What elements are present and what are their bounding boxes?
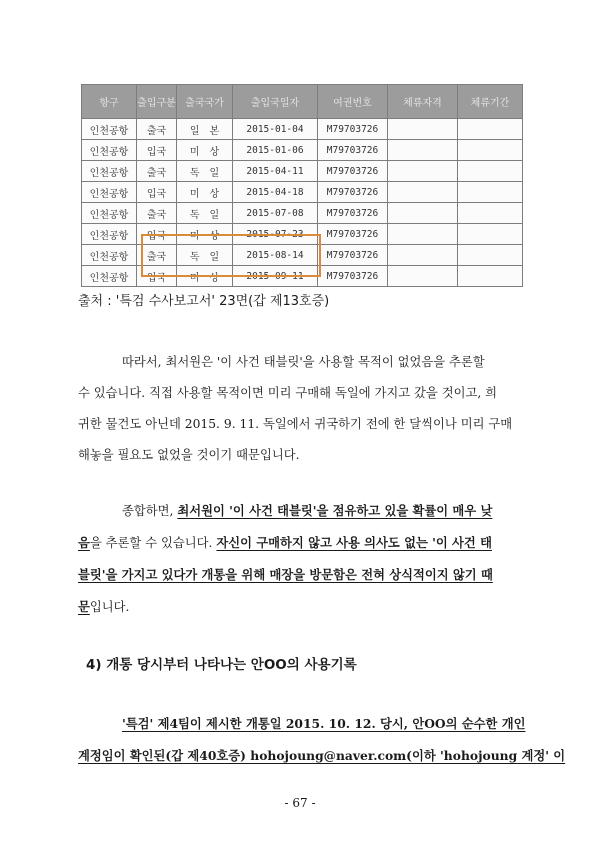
cell-entry-type: 입국 <box>137 224 177 245</box>
cell-status <box>388 224 458 245</box>
cell-passport: M79703726 <box>318 203 388 224</box>
underlined-text: '특검' 제4팀이 제시한 개통일 2015. 10. 12. 당시, 안OO의 순수한 개인 <box>122 716 526 731</box>
paragraph-line <box>78 708 538 740</box>
underlined-text: 음 <box>78 535 90 550</box>
cell-date: 2015-01-06 <box>233 140 318 161</box>
cell-period <box>458 245 523 266</box>
underlined-text: 자신이 구매하지 않고 사용 의사도 없는 '이 사건 태 <box>216 535 492 550</box>
cell-passport: M79703726 <box>318 224 388 245</box>
plain-text: 입니다. <box>89 600 130 614</box>
underlined-text: 최서원이 '이 사건 태블릿'을 점유하고 있을 확률이 매우 낮 <box>177 503 493 518</box>
cell-passport: M79703726 <box>318 266 388 287</box>
cell-status <box>388 203 458 224</box>
cell-period <box>458 224 523 245</box>
paragraph-line: 해놓을 필요도 없었을 것이기 때문입니다. <box>78 448 300 462</box>
cell-status <box>388 140 458 161</box>
paragraph-line: 귀한 물건도 아닌데 2015. 9. 11. 독일에서 귀국하기 전에 한 달씩이나 미리 구매 <box>78 417 513 431</box>
cell-port: 인천공항 <box>82 245 137 266</box>
cell-date: 2015-07-23 <box>233 224 318 245</box>
cell-port: 인천공항 <box>82 161 137 182</box>
cell-entry-type: 출국 <box>137 203 177 224</box>
cell-period <box>458 203 523 224</box>
header-date: 출입국일자 <box>233 85 318 119</box>
paragraph-line <box>78 559 538 591</box>
cell-country: 독 일 <box>177 161 233 182</box>
table-header-row <box>82 85 523 119</box>
cell-port: 인천공항 <box>82 140 137 161</box>
cell-status <box>388 119 458 140</box>
table-row <box>82 140 523 161</box>
cell-country: 미 상 <box>177 224 233 245</box>
page-number: - 67 - <box>284 796 316 810</box>
plain-text: 을 추론할 수 있습니다. <box>89 536 217 550</box>
cell-date: 2015-07-08 <box>233 203 318 224</box>
cell-entry-type: 입국 <box>137 140 177 161</box>
highlight-box <box>141 234 321 277</box>
cell-period <box>458 119 523 140</box>
cell-country: 미 상 <box>177 266 233 287</box>
cell-status <box>388 182 458 203</box>
cell-country: 미 상 <box>177 140 233 161</box>
table-row <box>82 119 523 140</box>
paragraph-line <box>78 527 538 559</box>
cell-entry-type: 출국 <box>137 161 177 182</box>
paragraph-line: 따라서, 최서원은 '이 사건 태블릿'을 사용할 목적이 없었음을 추론할 <box>122 355 485 369</box>
cell-country: 일 본 <box>177 119 233 140</box>
cell-passport: M79703726 <box>318 161 388 182</box>
section-heading: 4) 개통 당시부터 나타나는 안OO의 사용기록 <box>86 657 357 673</box>
cell-entry-type: 출국 <box>137 119 177 140</box>
cell-period <box>458 140 523 161</box>
table-row <box>82 161 523 182</box>
paragraph-line <box>78 740 566 772</box>
paragraph-line <box>78 495 538 527</box>
header-country: 출국국가 <box>177 85 233 119</box>
header-port: 항구 <box>82 85 137 119</box>
cell-status <box>388 245 458 266</box>
cell-country: 독 일 <box>177 245 233 266</box>
underlined-text: 블릿'을 가지고 있다가 개통을 위해 매장을 방문함은 전혀 상식적이지 않기 때 <box>78 567 493 582</box>
underlined-text: 문 <box>78 599 90 614</box>
header-passport: 여권번호 <box>318 85 388 119</box>
cell-passport: M79703726 <box>318 140 388 161</box>
cell-port: 인천공항 <box>82 224 137 245</box>
cell-country: 미 상 <box>177 182 233 203</box>
cell-port: 인천공항 <box>82 182 137 203</box>
cell-period <box>458 182 523 203</box>
cell-period <box>458 266 523 287</box>
cell-country: 독 일 <box>177 203 233 224</box>
cell-port: 인천공항 <box>82 119 137 140</box>
table-source-caption: 출처 : '특검 수사보고서' 23면(갑 제13호증) <box>78 294 330 309</box>
header-period: 체류기간 <box>458 85 523 119</box>
table-row <box>82 203 523 224</box>
cell-passport: M79703726 <box>318 119 388 140</box>
cell-status <box>388 161 458 182</box>
cell-entry-type: 입국 <box>137 266 177 287</box>
cell-date: 2015-01-04 <box>233 119 318 140</box>
header-entry-type: 출입구분 <box>137 85 177 119</box>
cell-date: 2015-04-18 <box>233 182 318 203</box>
cell-date: 2015-08-14 <box>233 245 318 266</box>
cell-date: 2015-04-11 <box>233 161 318 182</box>
cell-entry-type: 출국 <box>137 245 177 266</box>
underlined-text: 계정임이 확인된(갑 제40호증) hohojoung@naver.com(이하 'hohojoung 계정' 이 <box>78 748 566 763</box>
table-row <box>82 182 523 203</box>
cell-period <box>458 161 523 182</box>
paragraph-line <box>78 591 538 623</box>
paragraph-line: 수 있습니다. 직접 사용할 목적이면 미리 구매해 독일에 가지고 갔을 것이고, 희 <box>78 386 498 400</box>
header-status: 체류자격 <box>388 85 458 119</box>
cell-entry-type: 입국 <box>137 182 177 203</box>
cell-date: 2015-09-11 <box>233 266 318 287</box>
cell-port: 인천공항 <box>82 203 137 224</box>
paragraph-account <box>78 708 566 772</box>
summary-intro: 종합하면, <box>122 504 178 518</box>
cell-passport: M79703726 <box>318 245 388 266</box>
cell-port: 인천공항 <box>82 266 137 287</box>
paragraph-summary <box>78 495 538 623</box>
cell-status <box>388 266 458 287</box>
paragraph-inference <box>78 347 538 471</box>
cell-passport: M79703726 <box>318 182 388 203</box>
